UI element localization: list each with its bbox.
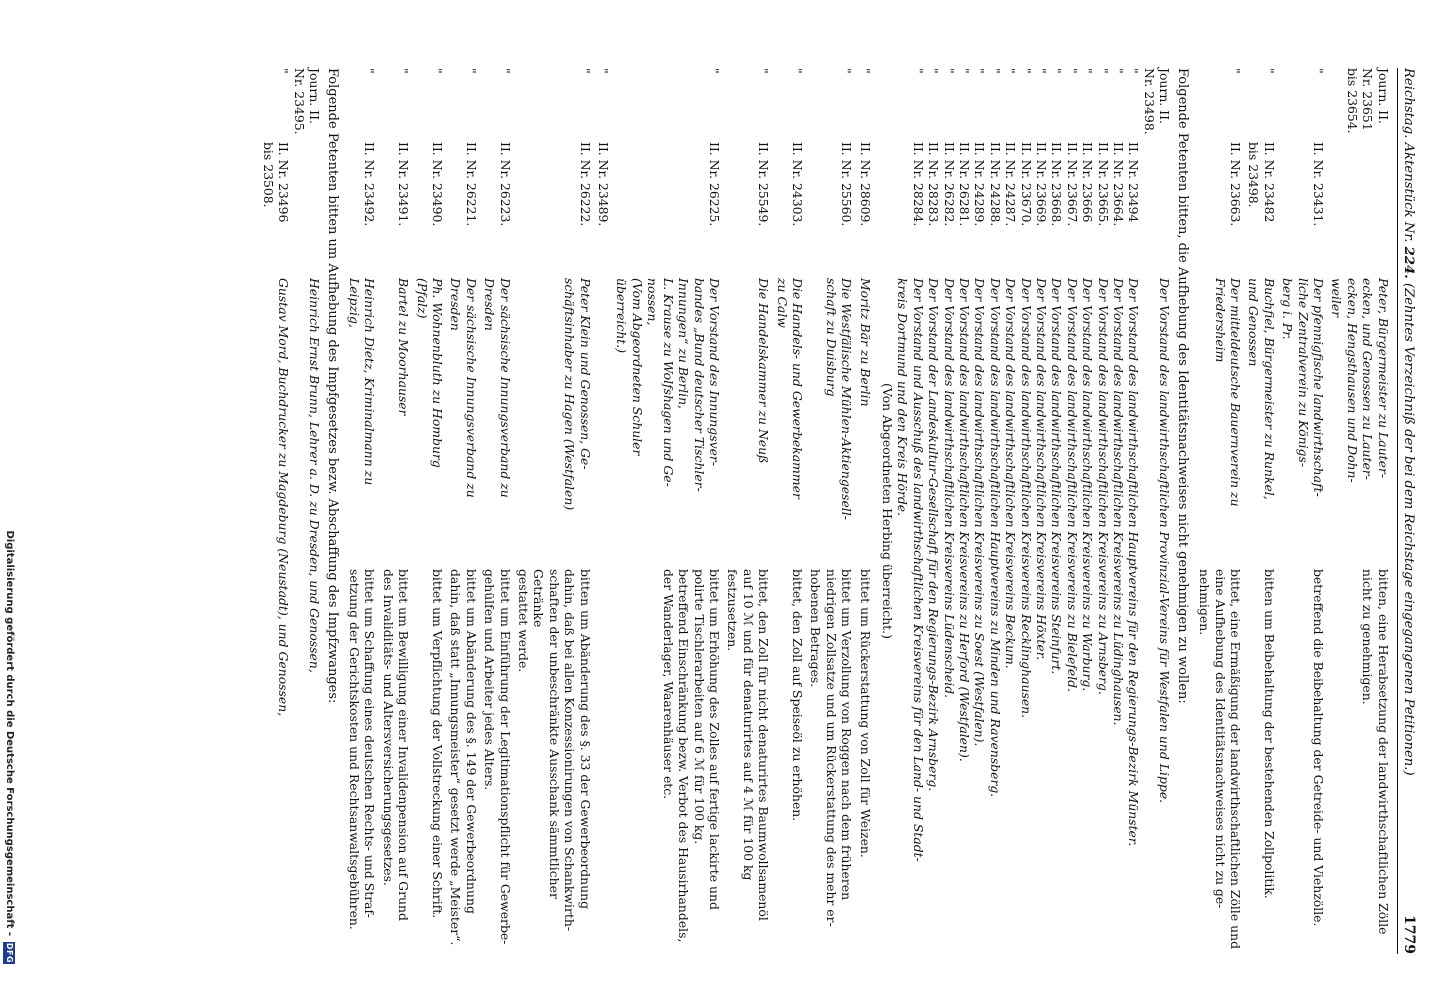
journal-prefix: " bbox=[789, 68, 805, 74]
digitization-footer bbox=[0, 0, 18, 1000]
petitioner: Der Vorstand des landwirthschaftlichen Kreisvereins zu Herford (Westfalen). bbox=[957, 278, 973, 762]
journal-prefix: " bbox=[926, 68, 942, 74]
petitioner-row bbox=[1018, 68, 1033, 954]
petition-request: bittet um Erhöhung des Zolles auf fertige lackirte und polirte Tischlerarbeiten auf 6 ℳ für 100 kg. betreffend Einschränkung bezw. Verbot des Hausirhandels, der Wanderlager, Waarenhäuser etc. bbox=[660, 569, 722, 943]
petitioner: Der Vorstand des landwirthschaftlichen Kreisvereins Höxter. bbox=[1034, 278, 1050, 661]
petition-number bbox=[291, 142, 322, 272]
journal-prefix: Journ. II. Nr. 23498. bbox=[1141, 68, 1173, 135]
journal-prefix: " bbox=[1111, 68, 1127, 74]
petition-number: II. Nr. 23431. bbox=[1310, 142, 1326, 227]
petition-number: II. Nr. 23490. bbox=[430, 142, 446, 227]
petitioner: Buchfiel, Bürgermeister zu Runkel, und Genossen bbox=[1246, 278, 1277, 500]
dfg-logo: DFG bbox=[5, 942, 14, 964]
journal-prefix: " bbox=[596, 68, 612, 74]
petition-number: II. Nr. 23667. bbox=[1064, 142, 1080, 227]
journal-prefix: " bbox=[910, 68, 926, 74]
petitioner-row bbox=[1126, 68, 1141, 954]
petitioner-row bbox=[1095, 68, 1110, 954]
header-aktenstueck-number: 224. bbox=[1401, 246, 1416, 279]
petition-request: bitten um Beibehaltung der bestehenden Zollpolitik. bbox=[1261, 569, 1277, 899]
petition-row bbox=[414, 68, 445, 954]
petition-number: II. Nr. 23489. bbox=[596, 142, 612, 227]
petition-row bbox=[1329, 68, 1391, 954]
petition-row bbox=[1197, 68, 1243, 954]
petitioner: Der Vorstand des landwirthschaftlichen Kreisvereins zu Bielefeld. bbox=[1064, 278, 1080, 693]
petitioner-row bbox=[1142, 68, 1173, 954]
petition-number: II. Nr. 23670. bbox=[1018, 142, 1034, 227]
journal-prefix: " bbox=[1080, 68, 1096, 74]
petitioner: Der Vorstand des landwirthschaftlichen Kreisvereins Beckum. bbox=[1003, 278, 1019, 669]
journal-prefix: " bbox=[1049, 68, 1065, 74]
petition-row bbox=[774, 68, 805, 954]
petition-row bbox=[347, 68, 378, 954]
petitioner: Der Vorstand des landwirthschaftlichen Kreisvereins zu Arnsberg. bbox=[1095, 278, 1111, 695]
petition-list-a bbox=[1197, 68, 1391, 954]
petition-request: bittet um Schaffung eines deutschen Rechts- und Straf- setzung der Gerichtskosten und Rechtsanwaltsgebühren. bbox=[347, 569, 378, 930]
petitioner: Der Vorstand des Innungsver- bandes „Bund deutscher Tischler- Innungen“ zu Berlin, L. Krause zu Wolfshagen und Ge- nossen, (Vom Abgeordneten Schuler überreicht.) bbox=[614, 278, 722, 492]
journal-prefix: " bbox=[362, 68, 378, 74]
section-intro-identity: Folgende Petenten bitten, die Aufhebung des Identitätsnachweises nicht genehmigen zu wollen: bbox=[1174, 68, 1190, 704]
petition-number: II. Nr. 28609. bbox=[857, 142, 873, 227]
section-intro-impfgesetz: Folgende Petenten bitten um Aufhebung des Impfgesetzes bezw. Abschaffung des Impfzwanges: bbox=[324, 68, 340, 704]
petitioner: Peter Klein und Genossen, Ge- schäftsinhaber zu Hagen (Westfalen) bbox=[562, 278, 593, 511]
petitioner: Bartel zu Moorhauser bbox=[396, 278, 412, 416]
petitioner-row bbox=[957, 68, 972, 954]
journal-prefix: Journ. II. Nr. 23495. bbox=[291, 68, 323, 135]
journal-prefix: " bbox=[276, 68, 292, 74]
page-number: 1779 bbox=[1401, 915, 1417, 954]
petition-row bbox=[448, 68, 479, 954]
petition-request bbox=[596, 569, 611, 954]
petitioner-row bbox=[1064, 68, 1079, 954]
journal-prefix: " bbox=[1095, 68, 1111, 74]
petition-row bbox=[596, 68, 611, 954]
petition-number: II. Nr. 23663. bbox=[1227, 142, 1243, 227]
petition-number: II. Nr. 26222. bbox=[577, 142, 593, 227]
journal-prefix: " bbox=[972, 68, 988, 74]
petition-request: bittet um Rückerstattung von Zoll für Weizen. bbox=[857, 569, 873, 858]
petitioner-row bbox=[987, 68, 1002, 954]
petitioner: Heinrich Ernst Brunn, Lehrer a. D. zu Dresden, und Genossen, bbox=[307, 278, 323, 673]
petitioner: Der Vorstand des landwirthschaftlichen Kreisvereins Lüdenscheid. bbox=[941, 278, 957, 699]
petition-number: II. Nr. 23664. bbox=[1111, 142, 1127, 227]
journal-prefix: " bbox=[706, 68, 722, 74]
journal-prefix: " bbox=[1003, 68, 1019, 74]
journal-prefix: " bbox=[1227, 68, 1243, 74]
petition-row bbox=[614, 68, 722, 954]
petitioner: Die Handelskammer zu Neuß bbox=[756, 278, 772, 464]
petition-list-d bbox=[261, 68, 323, 954]
petitioner-row bbox=[1003, 68, 1018, 954]
petitioner-row bbox=[895, 68, 926, 954]
petition-row bbox=[482, 68, 513, 954]
petition-row bbox=[725, 68, 771, 954]
petition-row bbox=[808, 68, 854, 954]
petitioner: Der Vorstand des landwirthschaftlichen Kreisvereins Steinfurt. bbox=[1049, 278, 1065, 675]
petitioner-row bbox=[1049, 68, 1064, 954]
petition-number: II. Nr. 23668. bbox=[1049, 142, 1065, 227]
header-aktenstueck-label: Aktenstück Nr. bbox=[1401, 142, 1416, 243]
petition-request: bittet um Verzollung von Roggen nach dem früheren niedrigen Zollsatze und um Rückerstattung des mehr er- hobenen Betrages. bbox=[808, 569, 855, 927]
petition-number: II. Nr. 23496 bis 23508. bbox=[260, 142, 292, 223]
petition-number: II. Nr. 24289. bbox=[972, 142, 988, 227]
journal-prefix: " bbox=[396, 68, 412, 74]
petitioner-row bbox=[1034, 68, 1049, 954]
petition-list-b bbox=[895, 68, 1172, 954]
petitioner: Ph. Wohnenbluth zu Homburg (Pfalz) bbox=[414, 278, 446, 468]
petitioner: Der Vorstand des landwirthschaftlichen Kreisvereins Recklinghausen. bbox=[1018, 278, 1034, 719]
petition-number: II. Nr. 28283. bbox=[926, 142, 942, 227]
journal-prefix: " bbox=[1018, 68, 1034, 74]
petition-number: II. Nr. 23669. bbox=[1034, 142, 1050, 227]
petition-row bbox=[1280, 68, 1326, 954]
petition-number: II. Nr. 26223. bbox=[497, 142, 513, 227]
petitioner: Gustav Mord, Buchdrucker zu Magdeburg (Neustadt), und Genossen, bbox=[276, 278, 292, 717]
petitioner-row bbox=[941, 68, 956, 954]
journal-prefix: " bbox=[987, 68, 1003, 74]
petitioner: Der Vorstand des landwirthschaftlichen Hauptvereins zu Minden und Ravensberg. bbox=[987, 278, 1003, 798]
petitioner: Der sächsische Innungsverband zu Dresden bbox=[482, 278, 513, 498]
petition-number: II. Nr. 23482 bis 23498. bbox=[1246, 142, 1277, 223]
petition-number bbox=[1329, 142, 1391, 272]
petition-row bbox=[857, 68, 872, 954]
petition-number bbox=[1142, 142, 1173, 272]
petitioner: Die Westfälische Mühlen-Aktiengesell- schaft zu Duisburg bbox=[823, 278, 855, 520]
petitioner: Peter, Bürgermeister zu Lauter- ecken, und Genossen zu Lauter- ecken, Hengsthausen und Dohn- weiler bbox=[1329, 278, 1391, 483]
petitioner: Der Vorstand des landwirthschaftlichen Hauptvereins für den Regierungs-Bezirk Münster. bbox=[1126, 278, 1142, 847]
journal-prefix: " bbox=[430, 68, 446, 74]
petition-request: bittet um Verpflichtung der Vollstreckung einer Schrift. bbox=[430, 569, 446, 919]
petitioner: Der pfennigfische landwirthschaft- liche Zentralverein zu Königs- berg i. Pr. bbox=[1280, 278, 1326, 497]
petition-number: II. Nr. 28284. bbox=[910, 142, 926, 227]
petitioner-row bbox=[972, 68, 987, 954]
petition-number: II. Nr. 23492. bbox=[362, 142, 378, 227]
petitioner: Der Vorstand des landwirthschaftlichen Provinzial-Vereins für Westfalen und Lippe. bbox=[1157, 278, 1173, 804]
petition-row bbox=[380, 68, 411, 954]
journal-prefix: " bbox=[1310, 68, 1326, 74]
petitioner: Der Vorstand des landwirthschaftlichen Kreisvereins zu Lüdinghausen. bbox=[1111, 278, 1127, 726]
journal-prefix: " bbox=[756, 68, 772, 74]
petition-request: bittet um Einführung der Legitimationspflicht für Gewerbe- gehülfen und Arbeiter jedes Alters. bbox=[482, 569, 513, 945]
petition-request: bittet um Bewilligung einer Invalidenpension auf Grund des Invaliditäts- und Altersversicherungsgesetzes. bbox=[380, 569, 412, 921]
petition-number: II. Nr. 26282. bbox=[941, 142, 957, 227]
journal-prefix: " bbox=[957, 68, 973, 74]
footer-text: Digitalisierung gefördert durch die Deutsche Forschungsgemeinschaft - bbox=[3, 530, 15, 936]
petition-request: bittet, eine Ermäßigung der landwirthschaftlichen Zölle und eine Aufhebung des Identitätsnachweises nicht zu ge- nehmigen. bbox=[1197, 569, 1243, 950]
page-header bbox=[1397, 68, 1416, 954]
petition-request: bittet um Abänderung des §. 149 der Gewerbeordnung dahin, daß statt „Innungsmeister“ gesetzt werde „Meister“. bbox=[448, 569, 479, 946]
petition-number: II. Nr. 24288. bbox=[987, 142, 1003, 227]
journal-prefix: " bbox=[839, 68, 855, 74]
petitioner: Heinrich Dietz, Kriminalmann zu Leipzig, bbox=[347, 278, 378, 486]
petition-row bbox=[1246, 68, 1277, 954]
petition-number: II. Nr. 26221. bbox=[463, 142, 479, 227]
petition-request: bitten, eine Herabsetzung der landwirthschaftlichen Zölle nicht zu genehmigen. bbox=[1360, 569, 1391, 935]
petitioner-row bbox=[261, 68, 292, 954]
header-left: Reichstag. bbox=[1401, 68, 1416, 139]
petition-number: II. Nr. 23494 bbox=[1126, 142, 1142, 223]
petition-request: betreffend die Beibehaltung der Getreide- und Viehzölle. bbox=[1310, 569, 1326, 927]
petition-number: II. Nr. 24287. bbox=[1003, 142, 1019, 227]
section-note-herbing: (Von Abgeordneten Herbing überreicht.) bbox=[880, 383, 895, 639]
journal-prefix: " bbox=[1064, 68, 1080, 74]
petition-number: II. Nr. 26225. bbox=[706, 142, 722, 227]
petitioner: Der mitteldeutsche Bauernverein zu Friedersheim bbox=[1212, 278, 1243, 507]
petitioner: Die Handels- und Gewerbekammer zu Calw bbox=[774, 278, 805, 499]
petition-number: II. Nr. 26281. bbox=[957, 142, 973, 227]
journal-prefix: " bbox=[463, 68, 479, 74]
journal-prefix: " bbox=[497, 68, 513, 74]
petitioner: Der sächsische Innungsverband zu Dresden bbox=[448, 278, 479, 498]
petitioner bbox=[596, 278, 611, 563]
petitioner: Der Vorstand der Landeskultur-Gesellschaft für den Regierungs-Bezirk Arnsberg. bbox=[926, 278, 942, 792]
petitioner-row bbox=[1111, 68, 1126, 954]
petition-number: II. Nr. 24303. bbox=[789, 142, 805, 227]
petition-number: II. Nr. 23666 bbox=[1080, 142, 1096, 223]
petitioner-row bbox=[926, 68, 941, 954]
petition-number: II. Nr. 23491. bbox=[396, 142, 412, 227]
header-subtitle: (Zehntes Verzeichniß der bei dem Reichstage eingegangenen Petitionen.) bbox=[1401, 282, 1416, 776]
petitioner: Der Vorstand und Ausschuß des landwirthschaftlichen Kreisvereins für den Land- und Stadt- kreis Dortmund und den Kreis Hörde. bbox=[895, 278, 926, 862]
journal-prefix: " bbox=[857, 68, 873, 74]
petition-request: bittet, den Zoll auf Speiseöl zu erhöhen. bbox=[789, 569, 805, 822]
petitioner-row bbox=[1080, 68, 1095, 954]
petition-request: bitten um Abänderung des §. 33 der Gewerbeordnung dahin, daß bei allen Konzessionirungen von Schankwirth- schaften der unbeschränkte Ausschank sämmtlicher Getränke gestattet werde. bbox=[516, 569, 593, 932]
petition-request: bittet, den Zoll für nicht denaturirtes Baumwollsamenöl auf 10 ℳ und für denaturirtes auf 4 ℳ für 100 kg festzusetzen. bbox=[725, 569, 772, 921]
journal-prefix: " bbox=[1261, 68, 1277, 74]
petition-number: II. Nr. 25549. bbox=[756, 142, 772, 227]
petition-number: II. Nr. 25560. bbox=[839, 142, 855, 227]
petitioner: Moritz Bär zu Berlin bbox=[857, 278, 873, 407]
journal-prefix: " bbox=[577, 68, 593, 74]
petition-number: II. Nr. 23665. bbox=[1095, 142, 1111, 227]
petition-list-c bbox=[347, 68, 873, 954]
journal-prefix: " bbox=[1126, 68, 1142, 74]
header-title bbox=[1401, 68, 1416, 901]
petitioner: Der Vorstand des landwirthschaftlichen Kreisvereins zu Warburg. bbox=[1080, 278, 1096, 692]
petitioner: Der Vorstand des landwirthschaftlichen Kreisvereins zu Soest (Westfalen). bbox=[972, 278, 988, 747]
petition-row bbox=[516, 68, 593, 954]
petitioner-row bbox=[291, 68, 322, 954]
journal-prefix: " bbox=[1034, 68, 1050, 74]
journal-prefix: " bbox=[941, 68, 957, 74]
journal-prefix: Journ. II. Nr. 23651 bis 23654. bbox=[1344, 68, 1391, 134]
